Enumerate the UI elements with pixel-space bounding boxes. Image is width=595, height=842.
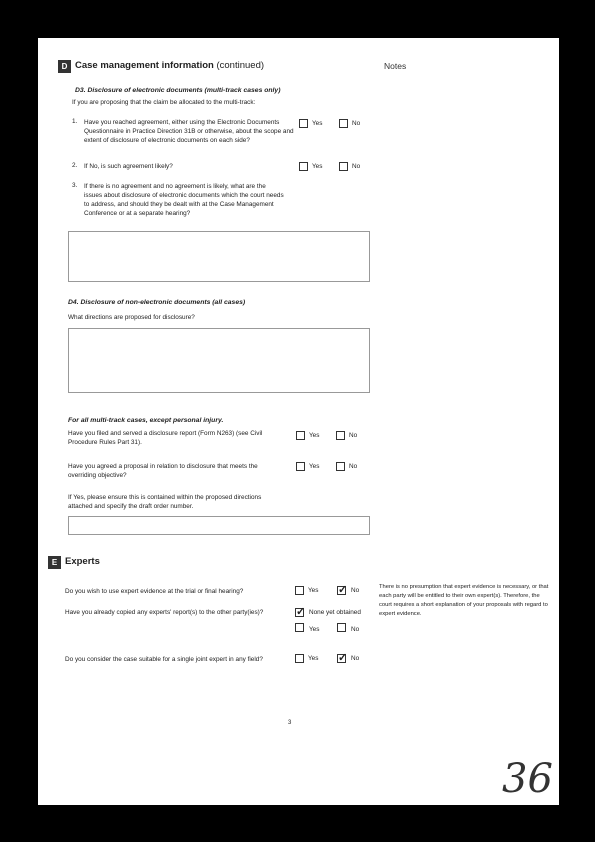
- mt-q1-no-label: No: [349, 432, 358, 439]
- d3-q2-yes-checkbox[interactable]: [299, 162, 308, 171]
- e-q2-no-checkbox[interactable]: [337, 623, 346, 632]
- d4-heading: D4. Disclosure of non-electronic documents (all cases): [68, 299, 246, 306]
- d3-q2-yes-label: Yes: [312, 163, 323, 170]
- e-q1-yes-checkbox[interactable]: [295, 586, 304, 595]
- mt-q2-no-checkbox[interactable]: [336, 462, 345, 471]
- e-q1-text: Do you wish to use expert evidence at the trial or final hearing?: [65, 588, 244, 595]
- mt-q1-text: Have you filed and served a disclosure report (Form N263) (see Civil Procedure Rules Part 31).: [68, 430, 263, 446]
- mt-q2-yes-checkbox[interactable]: [296, 462, 305, 471]
- section-e-badge: E: [48, 556, 61, 569]
- mt-q3-text: If Yes, please ensure this is contained within the proposed directions attached and specify the draft order number.: [68, 494, 262, 510]
- d4-question: What directions are proposed for disclosure?: [68, 314, 195, 321]
- multitrack-heading: For all multi-track cases, except personal injury.: [68, 417, 224, 424]
- d4-answer-box[interactable]: [68, 328, 370, 393]
- e-q3-text: Do you consider the case suitable for a single joint expert in any field?: [65, 656, 263, 663]
- d3-q3-answer-box[interactable]: [68, 231, 370, 282]
- d3-q1-number: 1.: [72, 118, 78, 125]
- section-d-title: [75, 60, 264, 71]
- d3-q3-text: If there is no agreement and no agreement is likely, what are the issues about disclosure of electronic documents which the court needs to address, and should they be dealt with at the Case Management Conference or at a separate hearing?: [84, 183, 284, 217]
- e-q1-yes-label: Yes: [308, 587, 319, 594]
- mt-q1-yes-label: Yes: [309, 432, 320, 439]
- e-q3-yes-label: Yes: [308, 655, 319, 662]
- d3-q2-no-checkbox[interactable]: [339, 162, 348, 171]
- mt-q1-no-checkbox[interactable]: [336, 431, 345, 440]
- form-page: [38, 38, 559, 805]
- page-number: 3: [288, 720, 292, 726]
- e-q3-no-label: No: [351, 655, 360, 662]
- section-e-title: Experts: [65, 556, 100, 567]
- e-q1-no-checkbox[interactable]: [337, 586, 346, 595]
- experts-note: There is no presumption that expert evidence is necessary, or that each party will be entitled to their own expert(s). Therefore, the court requires a short explanation of your proposals with regard to expert evidence.: [379, 584, 549, 617]
- section-d-title-suffix: (continued): [216, 60, 265, 71]
- mt-q2-text: Have you agreed a proposal in relation to disclosure that meets the overriding objective?: [68, 463, 258, 479]
- mt-q1-yes-checkbox[interactable]: [296, 431, 305, 440]
- d3-q3-number: 3.: [72, 182, 78, 189]
- draft-order-number-field[interactable]: [68, 516, 370, 535]
- d3-q1-no-label: No: [352, 120, 361, 127]
- d3-intro: If you are proposing that the claim be allocated to the multi-track:: [72, 99, 256, 106]
- e-q2-none-yet-label: None yet obtained: [309, 609, 361, 616]
- mt-q2-yes-label: Yes: [309, 463, 320, 470]
- e-q2-yes-checkbox[interactable]: [295, 623, 304, 632]
- d3-q1-yes-label: Yes: [312, 120, 323, 127]
- d3-q2-number: 2.: [72, 162, 78, 169]
- section-d-title-text: Case management information: [75, 60, 214, 71]
- d3-q1-no-checkbox[interactable]: [339, 119, 348, 128]
- section-d-badge: D: [58, 60, 71, 73]
- e-q2-no-label: No: [351, 626, 360, 633]
- d3-heading: D3. Disclosure of electronic documents (multi-track cases only): [75, 87, 281, 94]
- d3-q1-text: Have you reached agreement, either using the Electronic Documents Questionnaire in Practice Direction 31B or otherwise, about the scope and extent of disclosure of electronic documents on each side?: [84, 119, 294, 144]
- d3-q2-text: If No, is such agreement likely?: [84, 163, 173, 170]
- handwritten-number: 36: [502, 756, 553, 802]
- mt-q2-no-label: No: [349, 463, 358, 470]
- d3-q2-no-label: No: [352, 163, 361, 170]
- d3-q1-yes-checkbox[interactable]: [299, 119, 308, 128]
- e-q3-no-checkbox[interactable]: [337, 654, 346, 663]
- e-q2-text: Have you already copied any experts' report(s) to the other party(ies)?: [65, 609, 264, 616]
- e-q1-no-label: No: [351, 587, 360, 594]
- e-q2-none-yet-checkbox[interactable]: [295, 608, 304, 617]
- notes-heading: Notes: [384, 61, 407, 71]
- e-q3-yes-checkbox[interactable]: [295, 654, 304, 663]
- e-q2-yes-label: Yes: [309, 626, 320, 633]
